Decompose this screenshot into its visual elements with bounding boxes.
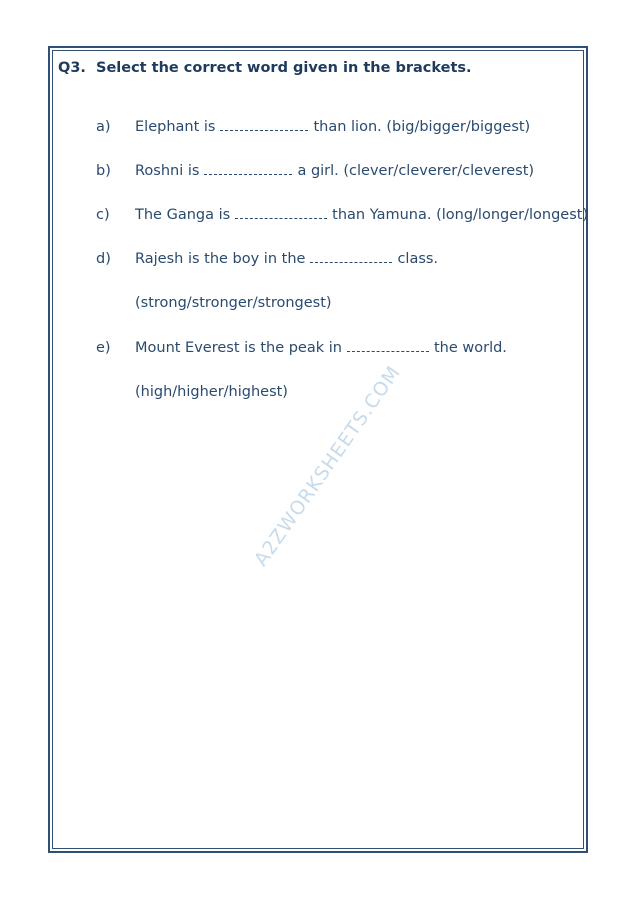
item-letter: e) <box>96 340 111 356</box>
answer-blank <box>220 129 308 131</box>
item-letter: d) <box>96 251 111 267</box>
item-letter: c) <box>96 207 110 223</box>
exercise-item-d <box>96 251 438 267</box>
item-text-after: than lion. (big/bigger/biggest) <box>313 119 531 135</box>
item-text-after: the world. <box>433 340 507 356</box>
item-text-before: Mount Everest is the peak in <box>135 340 342 356</box>
exercise-item-c <box>96 207 588 223</box>
item-text-after: than Yamuna. (long/longer/longest) <box>332 207 589 223</box>
item-text-before: Elephant is <box>135 119 216 135</box>
question-header <box>58 60 472 76</box>
item-text-before: The Ganga is <box>135 207 231 223</box>
question-number: Q3. <box>58 60 86 76</box>
item-letter: b) <box>96 163 111 179</box>
question-instruction: Select the correct word given in the brackets. <box>96 60 472 76</box>
exercise-item-e <box>96 340 507 356</box>
item-e-options: (high/higher/highest) <box>135 384 288 400</box>
watermark: A2ZWORKSHEETS.COM <box>249 361 406 571</box>
item-text-after: a girl. (clever/cleverer/cleverest) <box>297 163 535 179</box>
item-text-after: class. <box>397 251 439 267</box>
answer-blank <box>235 217 327 219</box>
answer-blank <box>347 350 429 352</box>
item-text-before: Rajesh is the boy in the <box>135 251 306 267</box>
item-text-before: Roshni is <box>135 163 200 179</box>
exercise-item-a <box>96 119 530 135</box>
item-letter: a) <box>96 119 111 135</box>
answer-blank <box>204 173 292 175</box>
item-d-options: (strong/stronger/strongest) <box>135 295 332 311</box>
answer-blank <box>310 261 392 263</box>
exercise-item-b <box>96 163 534 179</box>
